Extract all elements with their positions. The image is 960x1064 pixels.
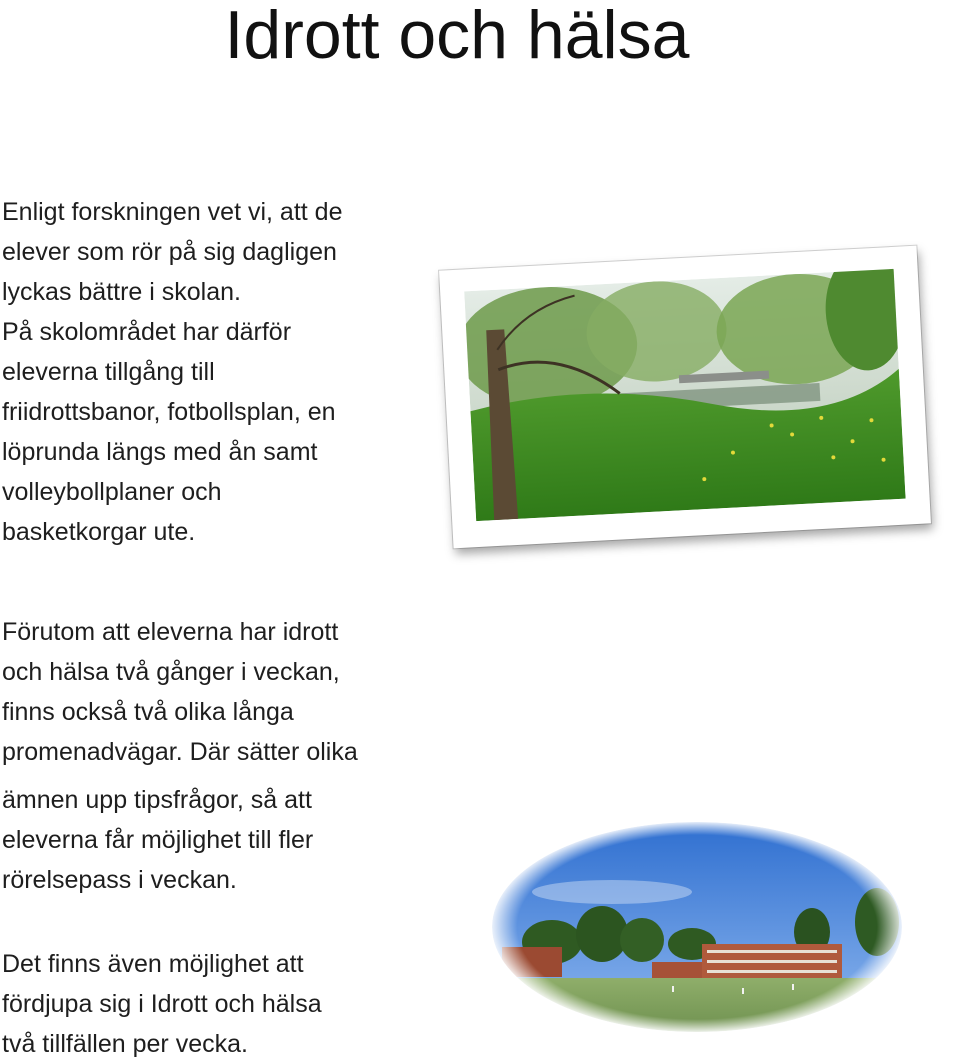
text-line: basketkorgar ute.	[2, 518, 196, 546]
school-photo	[492, 822, 902, 1032]
text-line: löprunda längs med ån samt	[2, 438, 318, 466]
park-photo	[464, 269, 905, 521]
paragraph-walking-paths	[2, 612, 358, 900]
text-line: eleverna tillgång till	[2, 358, 215, 386]
text-line: På skolområdet har därför	[2, 318, 292, 346]
text-line: Det finns även möjlighet att	[2, 950, 304, 978]
park-photo-frame	[439, 246, 931, 549]
text-line: lyckas bättre i skolan.	[2, 278, 241, 306]
text-line: fördjupa sig i Idrott och hälsa	[2, 990, 322, 1018]
text-line: finns också två olika långa	[2, 698, 294, 726]
text-line: och hälsa två gånger i veckan,	[2, 658, 340, 686]
text-line: Enligt forskningen vet vi, att de	[2, 198, 343, 226]
text-line: friidrottsbanor, fotbollsplan, en	[2, 398, 336, 426]
text-line: rörelsepass i veckan.	[2, 866, 237, 894]
page-title: Idrott och hälsa	[224, 0, 690, 73]
text-line: promenadvägar. Där sätter olika	[2, 738, 358, 766]
school-photo-image	[492, 822, 902, 1032]
text-line: ämnen upp tipsfrågor, så att	[2, 786, 312, 814]
text-line: volleybollplaner och	[2, 478, 222, 506]
text-line: två tillfällen per vecka.	[2, 1030, 248, 1058]
paragraph-research	[2, 192, 342, 552]
text-line: elever som rör på sig dagligen	[2, 238, 337, 266]
paragraph-advanced-course	[2, 944, 322, 1064]
text-line: Förutom att eleverna har idrott	[2, 618, 339, 646]
text-line: eleverna får möjlighet till fler	[2, 826, 314, 854]
